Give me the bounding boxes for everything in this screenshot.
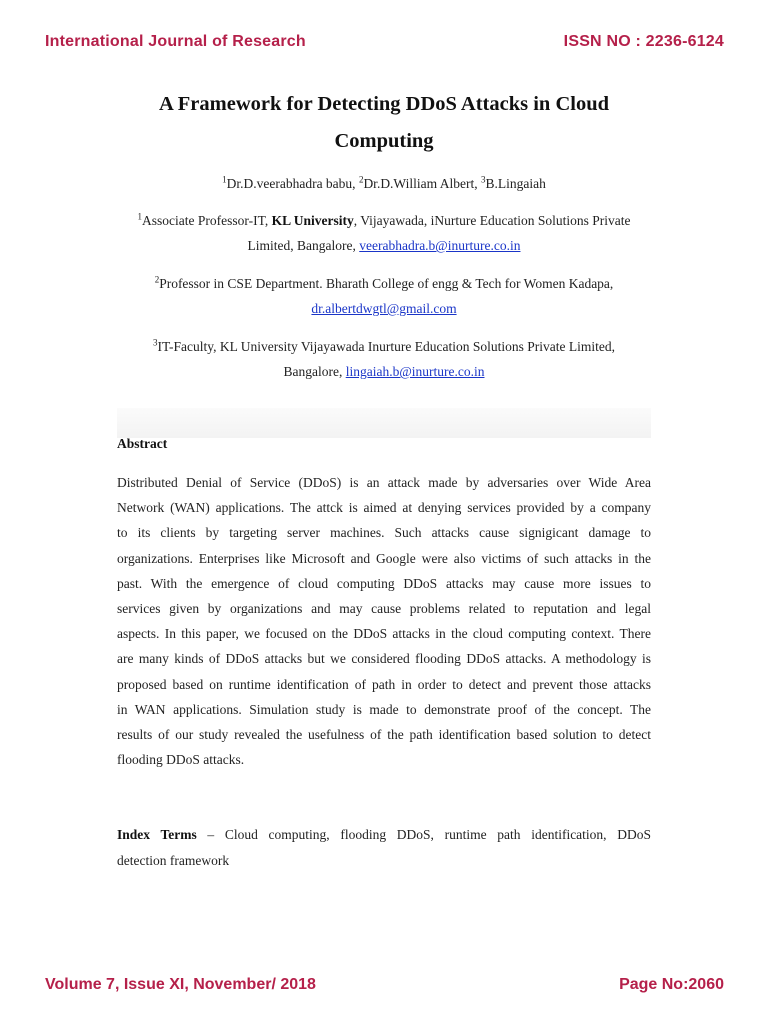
index-terms-line-2: detection framework	[117, 853, 230, 868]
abstract-line: to its clients by targeting server machines. Such attacks cause signigicant damage to	[117, 525, 651, 541]
affiliation-3-line-1	[110, 334, 658, 359]
author-2: Dr.D.William Albert,	[363, 176, 482, 191]
affiliation-2-line-1	[110, 271, 658, 296]
affiliation-2-marker: 2	[154, 274, 160, 285]
affiliation-2-line-2	[110, 296, 658, 321]
affiliation-1-role: Associate Professor-IT,	[142, 213, 272, 228]
volume-issue: Volume 7, Issue XI, November/ 2018	[45, 976, 316, 993]
abstract-line: organizations. Enterprises like Microsoft and Google were also victims of such attacks in the	[117, 550, 651, 566]
affiliation-1-email-link[interactable]: veerabhadra.b@inurture.co.in	[359, 238, 521, 253]
abstract-line: flooding DDoS attacks.	[117, 752, 245, 768]
author-1: Dr.D.veerabhadra babu,	[226, 176, 359, 191]
affiliation-1-line-2	[110, 233, 658, 258]
affiliation-1-rest: , Vijayawada, iNurture Education Solutions Private	[353, 213, 631, 228]
index-terms	[117, 822, 651, 874]
affiliation-1-line-1	[110, 208, 658, 233]
affiliation-2	[110, 271, 658, 321]
author-2-marker: 2	[358, 174, 364, 185]
affiliation-1-marker: 1	[137, 211, 142, 222]
author-3: B.Lingaiah	[485, 176, 546, 191]
affiliation-2-email-link[interactable]: dr.albertdwgtl@gmail.com	[311, 301, 457, 316]
index-terms-line-1	[117, 822, 651, 848]
abstract-line: results of our study revealed the usefulness of the path identification based solution to detect	[117, 727, 651, 743]
paper-title	[100, 86, 668, 160]
abstract-line: proposed based on runtime identification of path in order to detect and prevent those attacks	[117, 676, 651, 692]
abstract-line: services given by organizations and may cause problems related to reputation and legal	[117, 601, 651, 617]
abstract-body	[117, 470, 651, 772]
affiliation-3-marker: 3	[153, 337, 158, 348]
abstract-heading-background	[117, 408, 651, 438]
abstract-line: are many kinds of DDoS attacks but we considered flooding DDoS attacks. A methodology is	[117, 651, 651, 667]
title-line-2: Computing	[334, 130, 434, 152]
affiliation-3-line-2	[110, 359, 658, 384]
issn-number: ISSN NO : 2236-6124	[563, 33, 724, 50]
title-line-1: A Framework for Detecting DDoS Attacks in Cloud	[158, 93, 610, 115]
affiliation-2-text: Professor in CSE Department. Bharath College of engg & Tech for Women Kadapa,	[159, 276, 614, 291]
affiliation-3-text: IT-Faculty, KL University Vijayawada Inurture Education Solutions Private Limited,	[157, 339, 615, 354]
abstract-line: Distributed Denial of Service (DDoS) is an attack made by adversaries over Wide Area	[117, 475, 651, 490]
index-terms-text: – Cloud computing, flooding DDoS, runtime path identification, DDoS	[196, 827, 651, 842]
affiliation-3-location: Bangalore,	[283, 364, 346, 379]
page-number: Page No:2060	[619, 976, 724, 993]
affiliation-1-location: Limited, Bangalore,	[247, 238, 360, 253]
author-1-marker: 1	[222, 174, 227, 185]
journal-name: International Journal of Research	[45, 33, 306, 50]
abstract-line: in WAN applications. Simulation study is made to demonstrate proof of the concept. The	[117, 701, 651, 717]
abstract-line: aspects. In this paper, we focused on the DDoS attacks in the cloud computing context. There	[117, 626, 651, 642]
index-terms-label: Index Terms	[117, 827, 197, 842]
affiliation-1	[110, 208, 658, 258]
abstract-heading: Abstract	[117, 436, 168, 451]
affiliation-3	[110, 334, 658, 384]
abstract-line: past. With the emergence of cloud computing DDoS attacks may cause more issues to	[117, 575, 651, 591]
author-list	[110, 171, 658, 196]
abstract-line: Network (WAN) applications. The attck is aimed at denying services provided by a company	[117, 500, 651, 516]
affiliation-1-university: KL University	[271, 213, 354, 228]
affiliation-3-email-link[interactable]: lingaiah.b@inurture.co.in	[345, 364, 485, 379]
author-3-marker: 3	[481, 174, 486, 185]
